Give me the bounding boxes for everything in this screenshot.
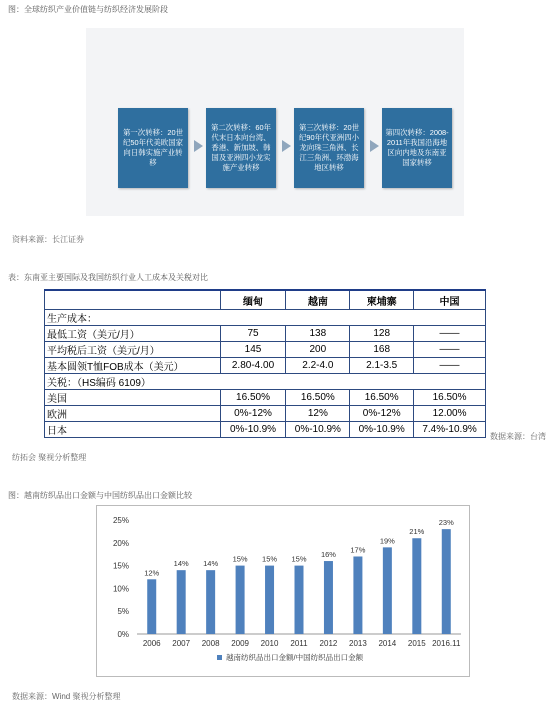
table-cell: 12.00% bbox=[414, 406, 486, 422]
y-tick-label: 15% bbox=[112, 561, 129, 571]
table-cell: 2.1-3.5 bbox=[350, 358, 414, 374]
table-row bbox=[45, 342, 486, 358]
data-label: 23% bbox=[438, 518, 454, 528]
header-cell-cambodia: 柬埔寨 bbox=[350, 290, 414, 310]
table-cell: 2.2-4.0 bbox=[286, 358, 350, 374]
table-row bbox=[45, 422, 486, 438]
data-label: 15% bbox=[232, 554, 248, 564]
table-cell: 16.50% bbox=[286, 390, 350, 406]
row-label: 平均税后工资（美元/月） bbox=[45, 342, 221, 358]
x-tick-label: 2012 bbox=[319, 639, 338, 648]
x-tick-label: 2010 bbox=[260, 639, 279, 648]
table-row bbox=[45, 406, 486, 422]
y-tick-label: 20% bbox=[112, 538, 129, 548]
table-cell: 0%-10.9% bbox=[286, 422, 350, 438]
data-label: 12% bbox=[144, 568, 160, 578]
source-note-2b: 纺拓会 聚视分析整理 bbox=[12, 453, 87, 462]
source-note-2a: 数据来源：台湾 bbox=[490, 432, 546, 441]
bar bbox=[353, 556, 362, 634]
legend-swatch bbox=[217, 655, 222, 660]
group-row-production-cost bbox=[45, 310, 486, 326]
table-cell: 0%-12% bbox=[220, 406, 286, 422]
table-cell: 0%-10.9% bbox=[350, 422, 414, 438]
x-tick-label: 2016.11 bbox=[432, 639, 461, 648]
table-row bbox=[45, 358, 486, 374]
row-label: 日本 bbox=[45, 422, 221, 438]
table-cell: 0%-12% bbox=[350, 406, 414, 422]
x-tick-label: 2007 bbox=[172, 639, 191, 648]
flow-step-1: 第一次转移：20世纪50年代美欧国家向日韩实施产业转移 bbox=[118, 108, 188, 188]
bar bbox=[383, 547, 392, 634]
bar bbox=[324, 561, 333, 634]
bar bbox=[206, 570, 215, 634]
data-label: 17% bbox=[350, 545, 366, 555]
bar bbox=[442, 529, 451, 634]
x-tick-label: 2009 bbox=[231, 639, 249, 648]
x-tick-label: 2006 bbox=[142, 639, 161, 648]
header-cell-vietnam: 越南 bbox=[286, 290, 350, 310]
table-caption: 表：东南亚主要国际及我国纺织行业人工成本及关税对比 bbox=[8, 273, 208, 282]
export-ratio-bar-chart bbox=[97, 506, 469, 676]
chart-frame bbox=[96, 505, 470, 677]
source-note-1: 资料来源：长江证券 bbox=[12, 235, 84, 244]
x-tick-label: 2011 bbox=[290, 639, 308, 648]
table-cell: 16.50% bbox=[350, 390, 414, 406]
x-tick-label: 2013 bbox=[349, 639, 367, 648]
bar bbox=[147, 579, 156, 634]
labor-cost-tariff-table bbox=[44, 289, 486, 438]
transfer-flow-diagram bbox=[86, 28, 464, 216]
row-label: 欧洲 bbox=[45, 406, 221, 422]
table-cell: 7.4%-10.9% bbox=[414, 422, 486, 438]
bar bbox=[236, 566, 245, 634]
table-cell: —— bbox=[414, 358, 486, 374]
table-cell: —— bbox=[414, 342, 486, 358]
row-label: 美国 bbox=[45, 390, 221, 406]
data-label: 21% bbox=[409, 527, 425, 537]
table-cell: —— bbox=[414, 326, 486, 342]
arrow-right-icon bbox=[194, 140, 203, 152]
table-cell: 138 bbox=[286, 326, 350, 342]
table-cell: 16.50% bbox=[220, 390, 286, 406]
bar bbox=[265, 566, 274, 634]
flow-step-3: 第三次转移：20世纪90年代亚洲四小龙向珠三角洲、长江三角洲、环渤海地区转移 bbox=[294, 108, 364, 188]
row-label: 基本圆领T恤FOB成本（美元） bbox=[45, 358, 221, 374]
arrow-right-icon bbox=[282, 140, 291, 152]
group-row-tariff bbox=[45, 374, 486, 390]
figure-caption-1: 图：全球纺织产业价值链与纺织经济发展阶段 bbox=[8, 5, 168, 14]
data-label: 19% bbox=[379, 536, 395, 546]
arrow-right-icon bbox=[370, 140, 379, 152]
bar bbox=[295, 566, 304, 634]
table-row bbox=[45, 326, 486, 342]
source-note-3: 数据来源：Wind 聚视分析整理 bbox=[12, 692, 121, 701]
x-tick-label: 2014 bbox=[378, 639, 397, 648]
bar bbox=[412, 538, 421, 634]
chart-caption: 图：越南纺织品出口金额与中国纺织品出口金额比较 bbox=[8, 491, 192, 500]
table-cell: 2.80-4.00 bbox=[220, 358, 286, 374]
data-label: 15% bbox=[291, 554, 307, 564]
y-tick-label: 5% bbox=[117, 607, 129, 617]
x-tick-label: 2008 bbox=[201, 639, 220, 648]
table-row bbox=[45, 390, 486, 406]
header-cell bbox=[45, 290, 221, 310]
data-label: 14% bbox=[173, 559, 189, 569]
x-tick-label: 2015 bbox=[407, 639, 426, 648]
flow-step-2: 第二次转移：60年代末日本向台湾、香港、新加坡、韩国及亚洲四小龙实施产业转移 bbox=[206, 108, 276, 188]
table-cell: 0%-10.9% bbox=[220, 422, 286, 438]
data-label: 15% bbox=[262, 554, 278, 564]
group-label: 生产成本： bbox=[45, 310, 486, 326]
table-cell: 16.50% bbox=[414, 390, 486, 406]
data-label: 16% bbox=[320, 550, 336, 560]
table-cell: 145 bbox=[220, 342, 286, 358]
bar bbox=[177, 570, 186, 634]
table-cell: 200 bbox=[286, 342, 350, 358]
group-label: 关税：（HS编码 6109） bbox=[45, 374, 486, 390]
data-label: 14% bbox=[203, 559, 219, 569]
table-cell: 12% bbox=[286, 406, 350, 422]
header-cell-myanmar: 缅甸 bbox=[220, 290, 286, 310]
legend-label: 越南纺织品出口金额/中国纺织品出口金额 bbox=[226, 653, 364, 662]
row-label: 最低工资（美元/月） bbox=[45, 326, 221, 342]
flow-step-4: 第四次转移：2008-2011年我国沿海地区向内地及东南亚国家转移 bbox=[382, 108, 452, 188]
y-tick-label: 25% bbox=[112, 516, 129, 525]
table-header-row bbox=[45, 290, 486, 310]
table-cell: 168 bbox=[350, 342, 414, 358]
y-tick-label: 0% bbox=[117, 630, 129, 639]
table-cell: 128 bbox=[350, 326, 414, 342]
header-cell-china: 中国 bbox=[414, 290, 486, 310]
y-tick-label: 10% bbox=[112, 584, 129, 594]
table-cell: 75 bbox=[220, 326, 286, 342]
